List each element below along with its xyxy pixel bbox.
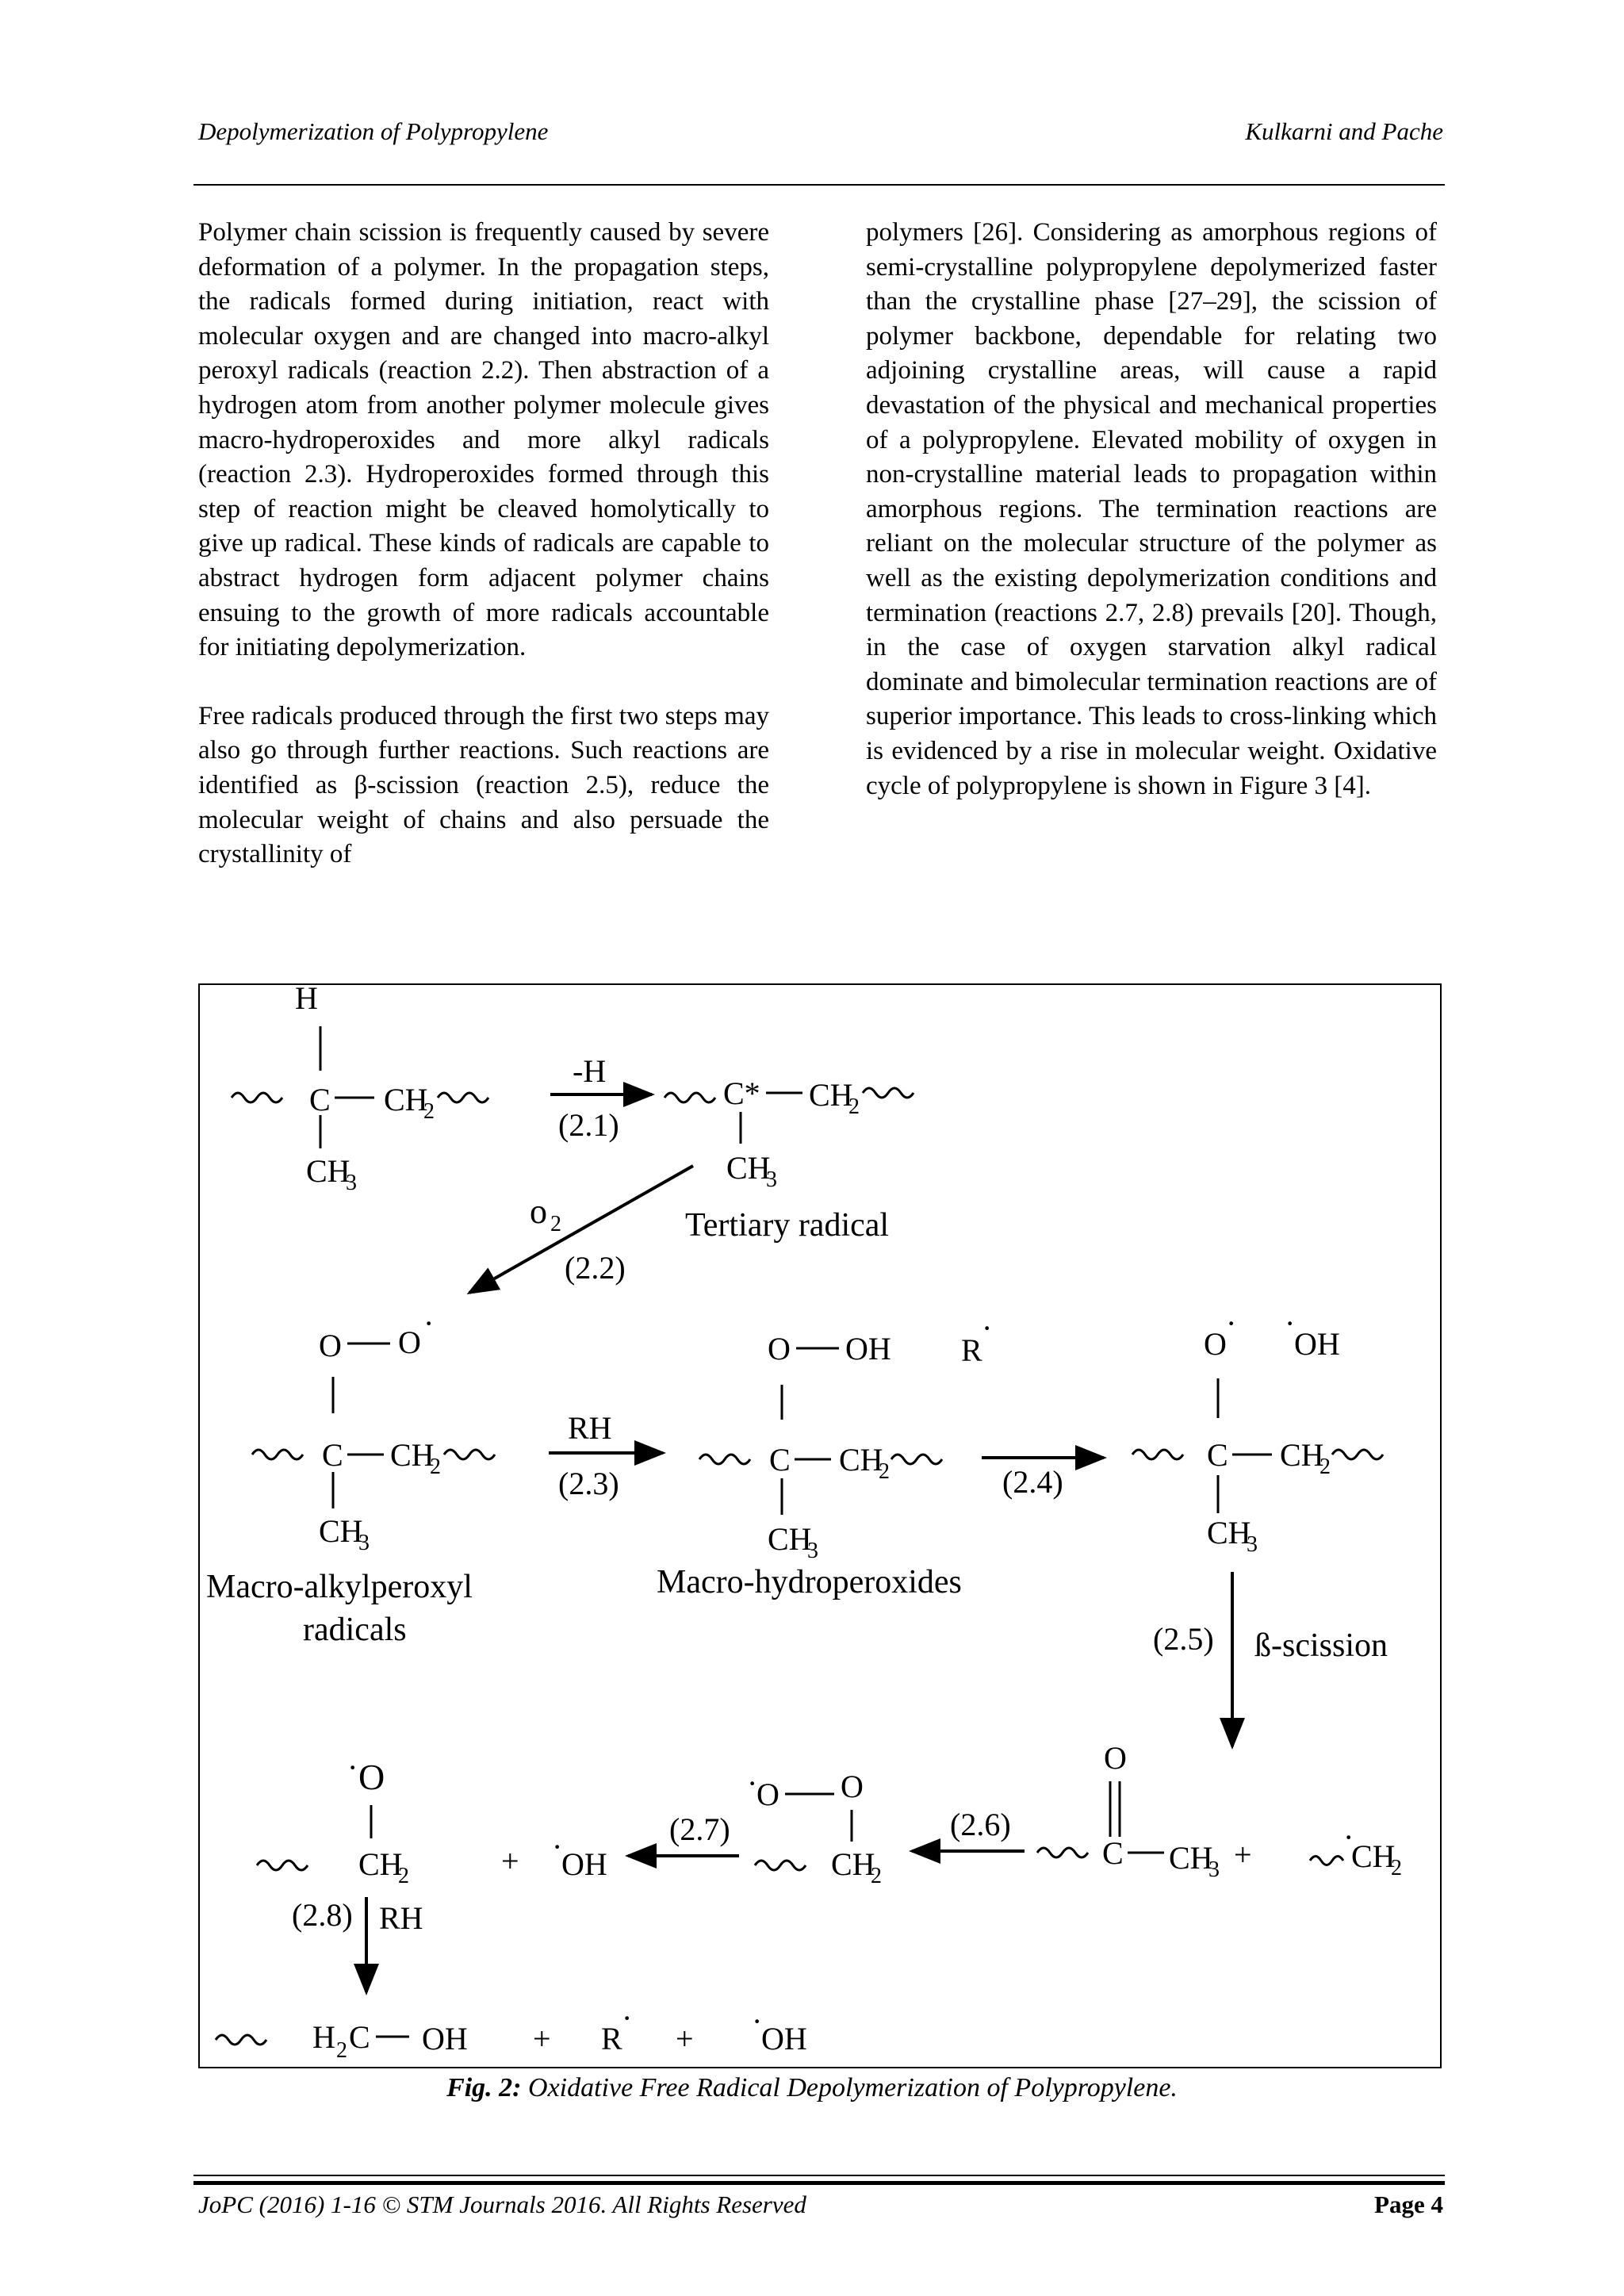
svg-text:CH: CH	[839, 1442, 883, 1478]
step-2-6	[912, 1807, 1025, 1851]
step-2-5	[1153, 1572, 1388, 1746]
atom-ch: CH	[384, 1082, 428, 1117]
svg-text:+: +	[533, 2021, 551, 2056]
svg-text:CH: CH	[1351, 1838, 1396, 1874]
alkoxy-radical-structure	[1132, 1305, 1383, 1557]
svg-text:OH: OH	[561, 1846, 607, 1882]
svg-text:C: C	[349, 2019, 370, 2055]
caption-text: Oxidative Free Radical Depolymerization of Polypropylene.	[521, 2073, 1178, 2102]
figure-caption	[0, 2073, 1624, 2103]
step-label: (2.8)	[292, 1897, 353, 1933]
svg-text:R: R	[601, 2021, 622, 2056]
step-2-8	[292, 1897, 423, 1992]
footer-journal: JoPC (2016) 1-16 © STM Journals 2016. All Rights Reserved	[198, 2191, 806, 2218]
reagent-rh: RH	[379, 1900, 423, 1936]
svg-text:H: H	[312, 2019, 335, 2055]
running-header-authors: Kulkarni and Pache	[1245, 117, 1443, 145]
label-macro-hydroperoxides: Macro-hydroperoxides	[657, 1564, 962, 1600]
svg-text:+: +	[501, 1843, 519, 1879]
svg-text:2: 2	[1391, 1856, 1402, 1880]
svg-text:·: ·	[622, 2000, 633, 2036]
svg-text:2: 2	[871, 1864, 882, 1888]
right-column	[866, 216, 1437, 803]
svg-text:·: ·	[1226, 1305, 1237, 1341]
svg-text:3: 3	[346, 1171, 357, 1195]
paragraph: Polymer chain scission is frequently caused by severe deformation of a polymer. In the propagation steps, the radicals formed during initiation, react with molecular oxygen and are changed into macro-alkyl peroxyl radicals (reaction 2.2). Then abstraction of a hydrogen atom from another polymer molecule gives macro-hydroperoxides and more alkyl radicals (reaction 2.3). Hydroperoxides formed through this step of reaction might be cleaved homolytically to give up radical. These kinds of radicals are capable to abstract hydrogen form adjacent polymer chains ensuing to the growth of more radicals accountable for initiating depolymerization.	[198, 218, 769, 662]
svg-text:O: O	[358, 1757, 385, 1797]
caption-label: Fig. 2:	[446, 2073, 522, 2102]
reagent-o2: o	[530, 1192, 547, 1231]
svg-text:·: ·	[347, 1750, 358, 1785]
step-2-4	[982, 1458, 1104, 1500]
label-macro-alkylperoxyl: Macro-alkylperoxyl	[206, 1569, 473, 1605]
svg-text:+: +	[1234, 1837, 1252, 1872]
polypropylene-structure	[232, 985, 488, 1195]
svg-text:O: O	[1204, 1326, 1227, 1362]
svg-text:CH: CH	[306, 1153, 350, 1189]
step-label: (2.3)	[558, 1466, 619, 1501]
footer-page-number: Page 4	[1374, 2191, 1443, 2218]
svg-text:·: ·	[1285, 1305, 1296, 1341]
svg-text:·: ·	[1343, 1819, 1354, 1855]
atom-c: C	[309, 1082, 331, 1117]
footer-rule	[193, 2175, 1445, 2176]
svg-text:2: 2	[398, 1864, 409, 1888]
svg-text:CH: CH	[1280, 1437, 1324, 1473]
step-label: (2.6)	[950, 1807, 1011, 1842]
svg-text:2: 2	[430, 1455, 441, 1479]
final-products	[216, 2000, 807, 2063]
alkoxy-product-structure	[257, 1750, 607, 1888]
svg-text:OH: OH	[761, 2021, 807, 2056]
step-2-2	[469, 1166, 693, 1293]
macro-hydroperoxide-structure	[657, 1310, 992, 1600]
svg-text:CH: CH	[726, 1150, 771, 1186]
svg-text:CH: CH	[319, 1513, 363, 1549]
svg-text:C: C	[1207, 1437, 1228, 1473]
svg-text:O: O	[1104, 1740, 1127, 1776]
step-label: (2.2)	[565, 1250, 626, 1286]
svg-text:O: O	[319, 1328, 342, 1363]
svg-text:·: ·	[752, 2003, 763, 2039]
svg-text:C: C	[769, 1442, 791, 1478]
header-rule	[193, 184, 1445, 186]
svg-text:2: 2	[423, 1099, 435, 1124]
step-label: (2.4)	[1002, 1464, 1063, 1500]
reaction-figure	[198, 983, 1442, 2068]
svg-text:·: ·	[982, 1310, 993, 1346]
step-2-3	[549, 1410, 663, 1501]
svg-text:CH: CH	[390, 1437, 435, 1473]
svg-text:C: C	[1102, 1835, 1124, 1871]
svg-text:CH: CH	[809, 1077, 853, 1113]
tertiary-radical-structure	[665, 1075, 914, 1244]
svg-text:·: ·	[423, 1305, 435, 1341]
ketone-structure	[1037, 1740, 1402, 1882]
svg-text:O: O	[841, 1769, 864, 1804]
svg-text:2: 2	[879, 1459, 890, 1484]
svg-text:3: 3	[1247, 1532, 1258, 1557]
svg-text:CH: CH	[831, 1846, 875, 1882]
svg-text:OH: OH	[422, 2021, 468, 2056]
paragraph: polymers [26]. Considering as amorphous regions of semi-crystalline polypropylene depolymerized faster than the crystalline phase [27–29], the scission of polymer backbone, dependable for relating two adjoining crystalline areas, will cause a rapid devastation of the physical and mechanical properties of a polypropylene. Elevated mobility of oxygen in non-crystalline material leads to propagation within amorphous regions. The termination reactions are reliant on the molecular structure of the polymer as well as the existing depolymerization conditions and termination (reactions 2.7, 2.8) prevails [20]. Though, in the case of oxygen starvation alkyl radical dominate and bimolecular termination reactions are of superior importance. This leads to cross-linking which is evidenced by a rise in molecular weight. Oxidative cycle of polypropylene is shown in Figure 3 [4].	[866, 218, 1437, 800]
label-beta-scission: ß-scission	[1254, 1627, 1388, 1664]
macro-alkylperoxyl-structure	[206, 1305, 495, 1648]
svg-text:CH: CH	[1169, 1840, 1213, 1876]
svg-text:CH: CH	[768, 1521, 812, 1557]
step-label: (2.5)	[1153, 1621, 1214, 1657]
svg-text:OH: OH	[1294, 1326, 1340, 1362]
svg-text:3: 3	[1208, 1857, 1220, 1882]
atom-h: H	[295, 985, 318, 1016]
step-2-1	[550, 1053, 652, 1143]
svg-text:3: 3	[358, 1531, 370, 1555]
running-header-title: Depolymerization of Polypropylene	[198, 117, 549, 145]
svg-text:O: O	[756, 1777, 779, 1812]
atom-c-star: C*	[723, 1075, 760, 1111]
svg-text:2: 2	[336, 2038, 347, 2063]
svg-text:·: ·	[552, 1829, 563, 1865]
svg-text:+: +	[676, 2021, 694, 2056]
svg-text:CH: CH	[1207, 1515, 1251, 1550]
footer-rule-thick	[193, 2181, 1445, 2185]
step-label: (2.7)	[669, 1811, 730, 1847]
label-tertiary-radical: Tertiary radical	[685, 1207, 890, 1244]
svg-text:OH: OH	[845, 1331, 891, 1366]
svg-text:2: 2	[550, 1212, 561, 1236]
reagent-rh: RH	[568, 1410, 612, 1446]
step-label: (2.1)	[558, 1107, 619, 1143]
peroxy-radical-structure	[747, 1765, 882, 1888]
svg-text:radicals: radicals	[303, 1612, 407, 1648]
svg-text:2: 2	[848, 1094, 860, 1119]
paragraph: Free radicals produced through the first two steps may also go through further reactions. Such reactions are identified as β-scission (reaction 2.5), reduce the molecular weight of chains and also persuade the crystallinity of	[198, 701, 769, 869]
svg-text:O: O	[398, 1324, 421, 1360]
svg-text:2: 2	[1320, 1455, 1331, 1479]
svg-text:C: C	[322, 1437, 343, 1473]
left-column	[198, 216, 769, 872]
svg-text:3: 3	[766, 1167, 777, 1192]
step-2-7	[628, 1811, 739, 1856]
reaction-scheme	[200, 985, 1443, 2070]
svg-text:O: O	[768, 1331, 791, 1366]
radical-r: R	[961, 1332, 982, 1368]
reagent-minus-h: -H	[573, 1053, 607, 1089]
svg-text:3: 3	[807, 1539, 818, 1563]
svg-text:·: ·	[747, 1765, 758, 1801]
svg-text:CH: CH	[358, 1846, 403, 1882]
